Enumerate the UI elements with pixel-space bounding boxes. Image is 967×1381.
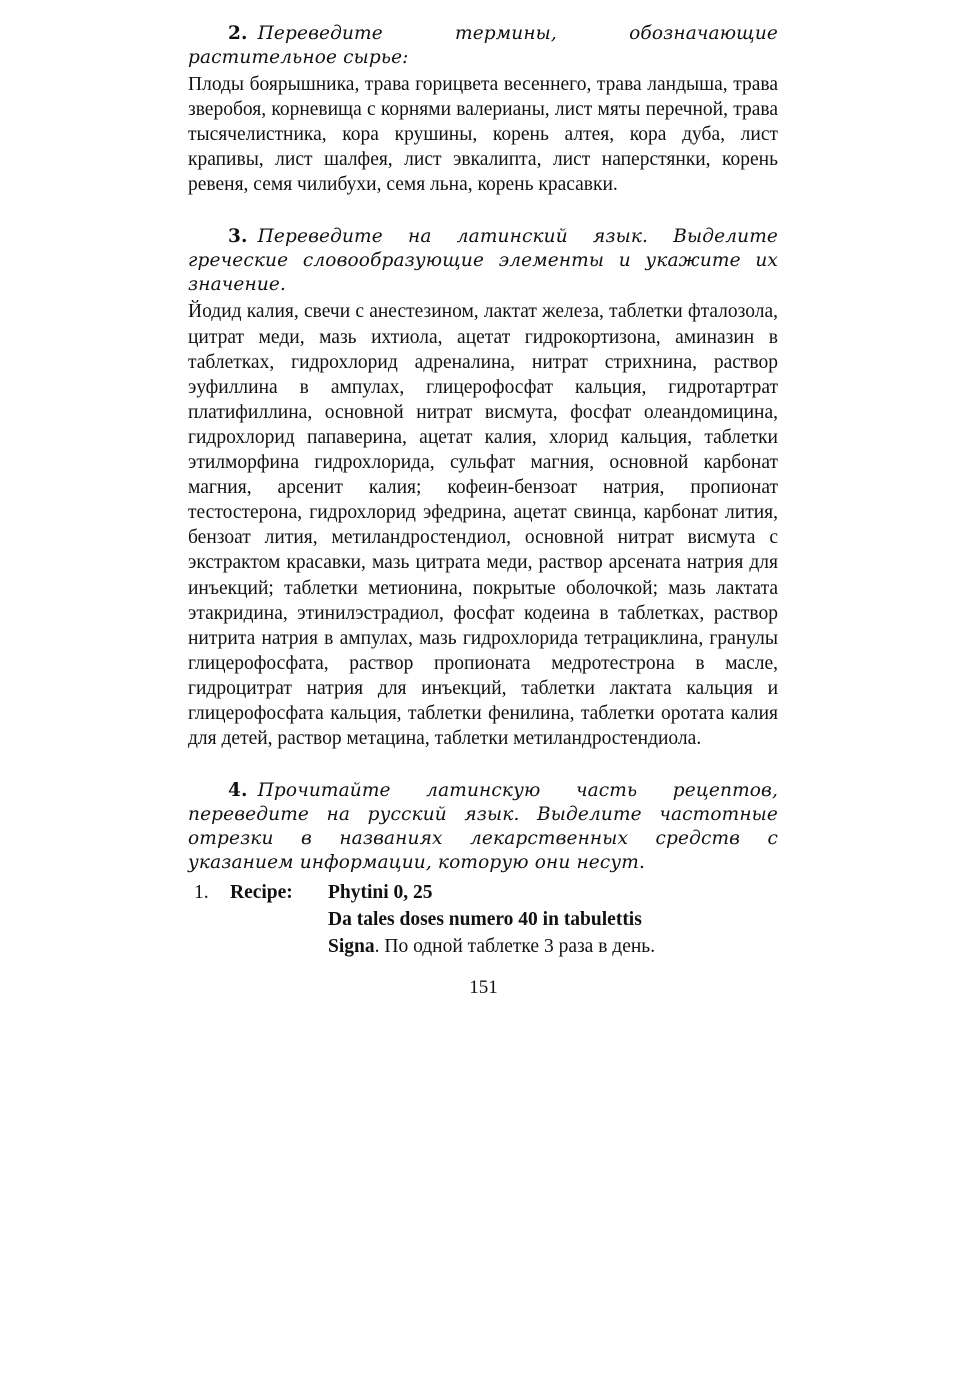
- recipe-label: Recipe:: [230, 882, 293, 904]
- recipe-line-signa: [328, 933, 655, 960]
- page-number: 151: [469, 977, 498, 998]
- instruction-text: Переведите на латинский язык. Выделите греческие словообразующие элементы и укажите их значение.: [188, 226, 778, 296]
- recipe-number: 1.: [194, 882, 209, 904]
- page-content: [188, 22, 778, 960]
- exercise-body-text: Плоды боярышника, трава горицвета весеннего, трава ландыша, трава зверобоя, корневища с корнями валерианы, лист мяты перечной, трава тысячелистника, кора крушины, корень алтея, кора дуба, лист крапивы, лист шалфея, лист эвкалипта, лист наперстянки, корень ревеня, семя чилибухи, семя льна, корень красавки.: [188, 74, 778, 196]
- exercise-instruction: [188, 225, 778, 297]
- instruction-text: Переведите термины, обозначающие растительное сырье:: [188, 23, 778, 68]
- exercise-instruction: [188, 22, 778, 70]
- exercise-2: [188, 22, 778, 197]
- exercise-body-text: Йодид калия, свечи с анестезином, лактат железа, таблетки фталозола, цитрат меди, мазь ихтиола, ацетат гидрокортизона, аминазин в таблетках, гидрохлорид адреналина, нитрат стрихнина, раствор эуфиллина в ампулах, глицерофосфат кальция, гидротартрат платифиллина, основной нитрат висмута, фосфат олеандомицина, гидрохлорид папаверина, ацетат калия, хлорид кальция, таблетки этилморфина гидрохлорида, сульфат магния, основной карбонат магния, арсенит калия; кофеин-бензоат натрия, пропионат тестостерона, гидрохлорид эфедрина, ацетат свинца, карбонат лития, бензоат лития, метиландростендиол, основной нитрат висмута с экстрактом красавки, мазь цитрата меди, раствор арсената натрия для инъекций; таблетки метионина, покрытые оболочкой; мазь лактата этакридина, этинилэстрадиол, фосфат кодеина в таблетках, раствор нитрита натрия в ампулах, мазь гидрохлорида тетрациклина, гранулы глицерофосфата, раствор пропионата медротестрона в масле, гидроцитрат натрия для инъекций, таблетки лактата кальция и глицерофосфата кальция, таблетки фенилина, таблетки оротата калия для детей, раствор метацина, таблетки метиландростендиола.: [188, 301, 778, 750]
- recipe-1: [188, 879, 778, 960]
- exercise-number: 4.: [228, 780, 248, 802]
- recipe-line-directions: Da tales doses numero 40 in tabulettis: [328, 909, 642, 931]
- instruction-text: Прочитайте латинскую часть рецептов, переведите на русский язык. Выделите частотные отрезки в названиях лекарственных средств с указанием информации, которую они несут.: [188, 780, 778, 874]
- exercise-number: 2.: [228, 23, 248, 44]
- signa-text: . По одной таблетке 3 раза в день.: [374, 936, 656, 958]
- exercise-instruction: [188, 779, 778, 875]
- recipe-line-ingredient: Phytini 0, 25: [328, 882, 433, 904]
- exercise-number: 3.: [228, 226, 248, 248]
- exercise-4: [188, 779, 778, 960]
- signa-label: Signa: [328, 936, 375, 958]
- exercise-3: [188, 225, 778, 751]
